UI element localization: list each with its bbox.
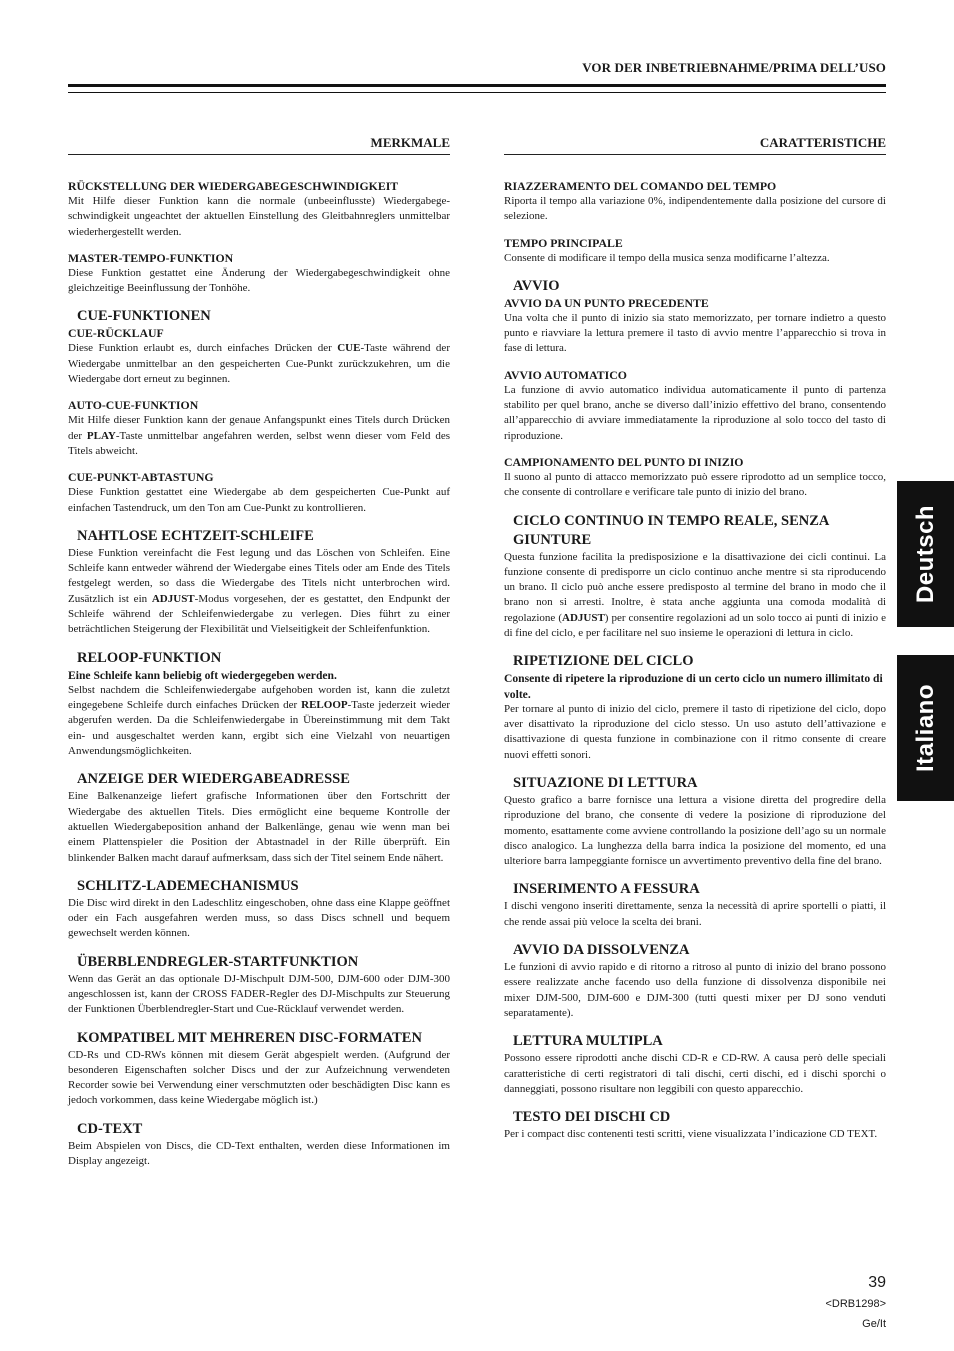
paragraph: Beim Abspielen von Discs, die CD-Text enthalten, werden diese Informationen im Display angezeigt.: [68, 1139, 450, 1168]
paragraph: Possono essere riprodotti anche dischi CD-R e CD-RW. A causa però delle speciali caratteristiche di certi registratori di tali dischi, certi dischi, ed i dischi sporchi o danneggiati, possono risultare non leggibili con questo apparecchio.: [504, 1052, 886, 1095]
section-heading: AVVIO: [504, 277, 886, 296]
paragraph: Questa funzione facilita la predisposizione e la disattivazione dei cicli continui. La funzione consente di predisporre un ciclo continuo anche mentre si sta riproducendo un brano. Il ciclo può anche essere predisposto al termine del brano in modo che il brano non si arresti. Inoltre, è stata anche aggiunta una comoda modalità di regolazione (ADJUST) per consentire regolazioni ad un solo tocco ai punti di inizio e di fine del ciclo, e per facilitare nel suo insieme le operazioni di lettura in ciclo.: [504, 550, 886, 640]
paragraph: Consente di modificare il tempo della musica senza modificarne l’altezza.: [504, 251, 830, 264]
subsection-heading: CUE-RÜCKLAUF: [68, 326, 164, 341]
tab-deutsch: [897, 481, 954, 627]
subsection-heading: RÜCKSTELLUNG DER WIEDERGABEGESCHWINDIGKEIT: [68, 179, 399, 193]
header-title: VOR DER INBETRIEBNAHME/PRIMA DELL’USO: [582, 60, 886, 75]
paragraph: Diese Funktion gestattet eine Änderung der Wiedergabegeschwindigkeit ohne gleichzeitige Beeinflussung der Tonhöhe.: [68, 266, 450, 295]
left-column-body: [68, 155, 450, 1169]
document-code: <DRB1298>: [825, 1298, 886, 1310]
paragraph: Una volta che il punto di inizio sia stato memorizzato, per tornare indietro a questo punto e riavviare la lettura premere il tasto di avvio mentre l’apparecchio si trova in fase di lettura.: [504, 311, 886, 355]
paragraph: Questo grafico a barre fornisce una lettura a visione diretta del progredire della riproduzione del brano, che consente di vedere la posizione di riproduzione del momento, esattamente come avviene controllando la posizione dell’ago su un normale disco analogico. La lunghezza della barra indica la posizione del momento, ed una ulteriore barra lampeggiante fornisce un avvertimento preventivo della fine del brano.: [504, 793, 886, 868]
subsection-heading: AVVIO AUTOMATICO: [504, 367, 627, 382]
subsection-heading: TEMPO PRINCIPALE: [504, 235, 623, 250]
tab-italiano: [897, 655, 954, 801]
section-heading: CICLO CONTINUO IN TEMPO REALE, SENZA GIUNTURE: [504, 512, 886, 550]
paragraph: Per tornare al punto di inizio del ciclo, premere il tasto di ripetizione del ciclo, dopo aver disattivato la riproduzione del ciclo stesso. Un uso astuto dell’attivazione e disattivazione di questa funzione in combinazione con il ritmo consente di creare nuovi effetti sonori.: [504, 702, 886, 761]
tab-deutsch-label: Deutsch: [911, 504, 939, 604]
section-heading: KOMPATIBEL MIT MEHREREN DISC-FORMATEN: [68, 1029, 450, 1048]
section-heading: AVVIO DA DISSOLVENZA: [504, 941, 886, 960]
section-heading: SITUAZIONE DI LETTURA: [504, 774, 886, 793]
paragraph: Mit Hilfe dieser Funktion kann die normale (unbeeinflusste) Wiedergabege-schwindigkeit ungeachtet der aktuellen Einstellung des Gleitbahnreglers unmittelbar wiederhergestellt werden.: [68, 195, 450, 238]
section-heading: ANZEIGE DER WIEDERGABEADRESSE: [68, 770, 450, 789]
section-heading: ÜBERBLENDREGLER-STARTFUNKTION: [68, 953, 450, 972]
left-column-title: MERKMALE: [68, 135, 450, 155]
paragraph: Die Disc wird direkt in den Ladeschlitz eingeschoben, ohne dass eine Klappe geöffnet oder ein Fach ausgefahren werden muss, so dass Discs schnell und bequem gewechselt werden können.: [68, 896, 450, 940]
paragraph: La funzione di avvio automatico individua automaticamente il punto di partenza stabilito per quel brano, anche se diverso dall’inizio effettivo del brano, consentendo all’apparecchio di avviare immediatamente la riproduzione al solo tocco del tasto di riproduzione.: [504, 383, 886, 442]
left-column-merkmale: [68, 135, 450, 1180]
language-code: Ge/It: [862, 1318, 886, 1330]
paragraph: Per i compact disc contenenti testi scritti, viene visualizzata l’indicazione CD TEXT.: [504, 1128, 878, 1141]
paragraph: Selbst nachdem die Schleifenwiedergabe aufgehoben worden ist, kann die zuletzt eingegebene Schleife durch einfaches Drücken der RELOOP-Taste jederzeit wieder abgerufen werden. Da die Schleifenwiedergabe in Übereinstimmung mit dem Takt ein- und ausgeschaltet werden kann, ergibt sich eine Vielzahl von neuartigen Anwendungsmöglichkeiten.: [68, 683, 450, 758]
section-heading: TESTO DEI DISCHI CD: [504, 1108, 886, 1127]
section-heading: LETTURA MULTIPLA: [504, 1032, 886, 1051]
paragraph: Diese Funktion vereinfacht die Fest legung und das Löschen von Schleifen. Eine Schleife kann entweder während der Wiedergabe eines Titels oder am Ende des Titels festgelegt werden, so dass die Wiedergabe des Titels nicht unterbrochen wird. Zusätzlich ist ein ADJUST-Modus vorgesehen, der es gestattet, den Endpunkt der Schleife während der Schleifenwiedergabe zu verlegen. Dies führt zu einer beträchtlichen Steigerung der Flexibilität und Vielseitigkeit der Schleifenfunktion.: [68, 546, 450, 636]
tab-italiano-label: Italiano: [911, 683, 939, 773]
right-column-caratteristiche: [504, 135, 886, 1153]
lead-sentence: Eine Schleife kann beliebig oft wiedergegeben werden.: [68, 668, 337, 682]
section-heading: CD-TEXT: [68, 1120, 450, 1139]
paragraph: Mit Hilfe dieser Funktion kann der genaue Anfangspunkt eines Titels durch Drücken der PLAY-Taste unmittelbar angefahren werden, selbst wenn dieser vom Feld des Titels abweicht.: [68, 414, 451, 457]
section-heading: INSERIMENTO A FESSURA: [504, 880, 886, 899]
paragraph: Le funzioni di avvio rapido e di ritorno a ritroso al punto di inizio del brano possono essere realizzate anche facendo uso della funzione di dissolvenza disponibile nei mixer DJM-500, DJM-600 e DJM-300 (tutti questi mixer per DJ sono venduti separatamente).: [504, 961, 886, 1019]
section-heading: NAHTLOSE ECHTZEIT-SCHLEIFE: [68, 527, 450, 546]
section-heading: SCHLITZ-LADEMECHANISMUS: [68, 877, 450, 896]
paragraph: Diese Funktion erlaubt es, durch einfaches Drücken der CUE-Taste während der Wiedergabe unmittelbar an den gespeicherten Cue-Punkt zurückzukehren, um die Wiedergabe dort erneut zu beginnen.: [68, 342, 450, 386]
subsection-heading: AVVIO DA UN PUNTO PRECEDENTE: [504, 295, 709, 310]
header-rule: [68, 84, 886, 93]
paragraph: Wenn das Gerät an das optionale DJ-Mischpult DJM-500, DJM-600 oder DJM-300 angeschlossen ist, kann der CROSS FADER-Regler des DJ-Mischpults zur Steuerung der Funktionen Überblendregler-Start und Cue-Rücklauf verwendet werden.: [68, 972, 450, 1016]
lead-sentence: Consente di ripetere la riproduzione di un certo ciclo un numero illimitato di volte.: [504, 672, 883, 701]
paragraph: Eine Balkenanzeige liefert grafische Informationen über den Fortschritt der Wiedergabe des aktuellen Titels. Dies ermöglicht eine bequeme Kontrolle der aktuellen Wiedergabeposition anhand der Balkenlänge, genau wie wenn man bei einem Plattenspieler die Position der Abtastnadel in der Rille überprüft. Ein blinkender Balken macht darauf aufmerksam, dass sich der Titel seinem Ende nähert.: [68, 790, 450, 864]
section-heading: RIPETIZIONE DEL CICLO: [504, 652, 886, 671]
subsection-heading: RIAZZERAMENTO DEL COMANDO DEL TEMPO: [504, 179, 777, 193]
paragraph: Riporta il tempo alla variazione 0%, indipendentemente dalla posizione del cursore di selezione.: [504, 195, 886, 223]
subsection-heading: AUTO-CUE-FUNKTION: [68, 398, 199, 413]
subsection-heading: CUE-PUNKT-ABTASTUNG: [68, 470, 214, 485]
subsection-heading: MASTER-TEMPO-FUNKTION: [68, 250, 234, 265]
page-number: 39: [868, 1274, 886, 1291]
paragraph: I dischi vengono inseriti direttamente, senza la necessità di aprire sportelli o piatti, il che rende assai più veloce la scelta dei brani.: [504, 900, 886, 928]
right-column-title: CARATTERISTICHE: [504, 135, 886, 155]
right-column-body: [504, 155, 886, 1142]
paragraph: Il suono al punto di attacco memorizzato può essere riprodotto ad un semplice tocco, che consente di controllare e verificare tale punto di inizio del brano.: [504, 470, 886, 499]
section-heading: CUE-FUNKTIONEN: [68, 307, 450, 326]
paragraph: Diese Funktion gestattet eine Wiedergabe ab dem gespeicherten Cue-Punkt auf einfachen Tastendruck, um den Ton am Cue-Punkt zu kontrollieren.: [68, 486, 450, 514]
paragraph: CD-Rs und CD-RWs können mit diesem Gerät abgespielt werden. (Aufgrund der besonderen Eigenschaften solcher Discs und der zur Aufzeichnung verwendeten Recorder sowie bei Verwendung einer verschmutzten oder beschädigten Disc kann es jedoch vorkommen, dass keine Wiedergabe möglich ist.): [68, 1048, 450, 1107]
subsection-heading: CAMPIONAMENTO DEL PUNTO DI INIZIO: [504, 454, 744, 469]
section-heading: RELOOP-FUNKTION: [68, 649, 450, 668]
